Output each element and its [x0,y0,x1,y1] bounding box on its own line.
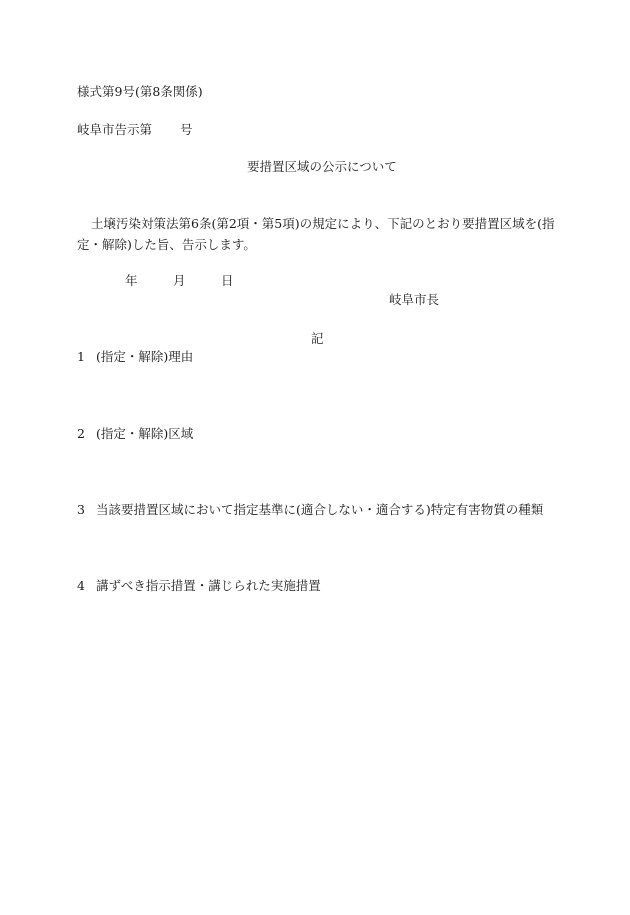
list-item [77,424,193,444]
list-item [77,500,543,520]
issuer-name: 岐阜市長 [389,292,440,307]
list-item [77,347,193,367]
item-text: (指定・解除)区域 [96,426,194,441]
notice-suffix: 号 [180,122,193,137]
form-number: 様式第9号(第8条関係) [77,84,203,99]
document-title: 要措置区域の公示について [247,159,397,174]
item-text: 当該要措置区域において指定基準に(適合しない・適合する)特定有害物質の種類 [96,502,544,517]
item-number: 4 [77,578,85,593]
notice-prefix: 岐阜市告示第 [77,122,153,137]
date-row [125,271,234,291]
body-paragraph: 土壌汚染対策法第6条(第2項・第5項)の規定により、下記のとおり要措置区域を(指定・解除)した旨、告示します。 [77,216,555,252]
list-item [77,576,321,596]
notice-number [77,120,193,140]
item-text: (指定・解除)理由 [96,349,194,364]
item-number: 2 [77,426,85,441]
ki-heading: 記 [311,331,324,346]
date-day: 日 [221,273,234,288]
item-text: 講ずべき指示措置・講じられた実施措置 [96,578,321,593]
date-year: 年 [125,273,138,288]
item-number: 3 [77,502,85,517]
date-month: 月 [173,273,186,288]
item-number: 1 [77,349,85,364]
